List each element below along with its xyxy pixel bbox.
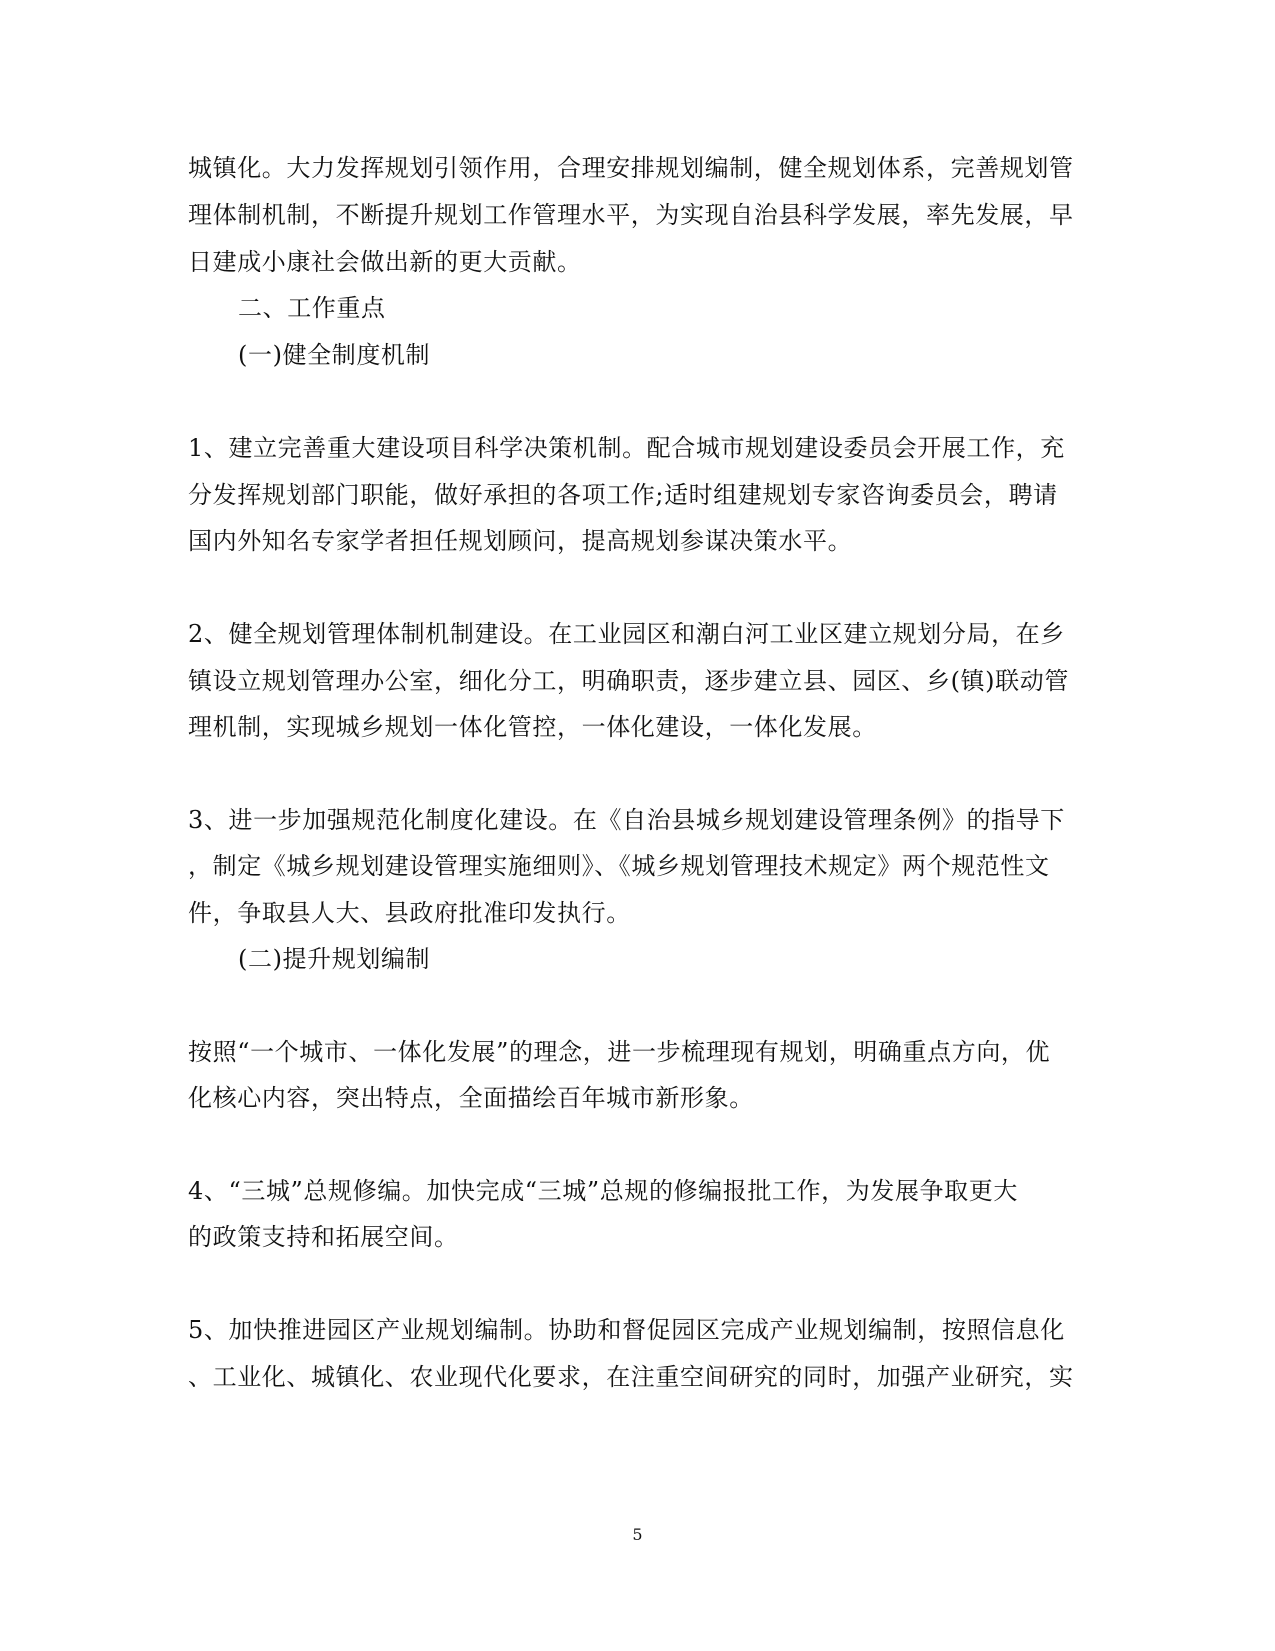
paragraph-line: 理机制，实现城乡规划一体化管控，一体化建设，一体化发展。 <box>188 713 877 741</box>
section-heading: 二、工作重点 <box>238 294 386 322</box>
paragraph-line: 理体制机制，不断提升规划工作管理水平，为实现自治县科学发展，率先发展，早 <box>188 201 1074 229</box>
paragraph-line: 城镇化。大力发挥规划引领作用，合理安排规划编制，健全规划体系，完善规划管 <box>188 154 1074 182</box>
subsection-heading: (二)提升规划编制 <box>238 945 431 973</box>
page-number: 5 <box>632 1525 643 1544</box>
paragraph-line: ，制定《城乡规划建设管理实施细则》、《城乡规划管理技术规定》两个规范性文 <box>188 852 1050 880</box>
paragraph-line: 4、“三城”总规修编。加快完成“三城”总规的修编报批工作，为发展争取更大 <box>188 1177 1018 1205</box>
paragraph-line: 、工业化、城镇化、农业现代化要求，在注重空间研究的同时，加强产业研究，实 <box>188 1363 1074 1391</box>
paragraph-line: 3、进一步加强规范化制度化建设。在《自治县城乡规划建设管理条例》的指导下 <box>188 806 1065 834</box>
paragraph-line: 件，争取县人大、县政府批准印发执行。 <box>188 899 631 927</box>
paragraph-line: 分发挥规划部门职能，做好承担的各项工作;适时组建规划专家咨询委员会，聘请 <box>188 481 1058 509</box>
paragraph-line: 按照“一个城市、一体化发展”的理念，进一步梳理现有规划，明确重点方向，优 <box>188 1038 1051 1066</box>
paragraph-line: 的政策支持和拓展空间。 <box>188 1223 459 1251</box>
paragraph-line: 5、加快推进园区产业规划编制。协助和督促园区完成产业规划编制，按照信息化 <box>188 1316 1065 1344</box>
subsection-heading: (一)健全制度机制 <box>238 341 431 369</box>
paragraph-line: 国内外知名专家学者担任规划顾问，提高规划参谋决策水平。 <box>188 527 853 555</box>
paragraph-line: 1、建立完善重大建设项目科学决策机制。配合城市规划建设委员会开展工作，充 <box>188 434 1065 462</box>
paragraph-line: 2、健全规划管理体制机制建设。在工业园区和潮白河工业区建立规划分局，在乡 <box>188 620 1065 648</box>
paragraph-line: 日建成小康社会做出新的更大贡献。 <box>188 248 582 276</box>
paragraph-line: 镇设立规划管理办公室，细化分工，明确职责，逐步建立县、园区、乡(镇)联动管 <box>188 667 1069 695</box>
paragraph-line: 化核心内容，突出特点，全面描绘百年城市新形象。 <box>188 1084 754 1112</box>
